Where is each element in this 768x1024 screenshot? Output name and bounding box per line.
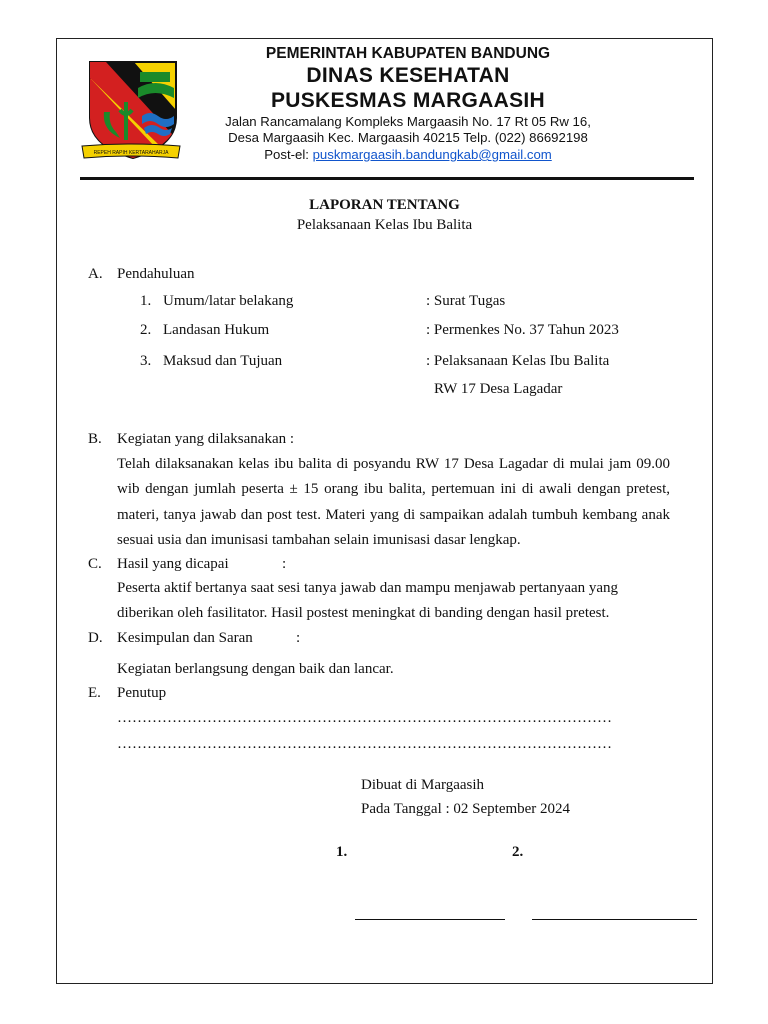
section-a-letter: A. (88, 266, 103, 282)
section-c-body: Peserta aktif bertanya saat sesi tanya jawab dan mampu menjawab pertanyaan yang diberikan oleh fasilitator. Hasil postest meningkat di banding dengan hasil pretest. (117, 580, 619, 622)
section-d-heading: Kesimpulan dan Saran (117, 630, 253, 646)
item-2-number: 2. (140, 322, 152, 338)
header-puskesmas: PUSKESMAS MARGAASIH (270, 89, 546, 112)
item-1-value: : Surat Tugas (426, 293, 506, 309)
header-agency: DINAS KESEHATAN (306, 64, 510, 87)
item-1-label: Umum/latar belakang (163, 293, 294, 309)
section-e-letter: E. (88, 685, 101, 701)
bandung-regency-emblem (80, 58, 182, 166)
item-2-label: Landasan Hukum (163, 322, 270, 338)
svg-text:REPEH RAPIH KERTARAHARJA: REPEH RAPIH KERTARAHARJA (93, 150, 169, 156)
section-d-letter: D. (88, 630, 103, 646)
section-e-dotted-line-2: ……………………………………………………………………………………… (117, 736, 612, 752)
signature-line-1 (355, 919, 505, 920)
header-divider-thick (80, 177, 694, 180)
section-c-heading: Hasil yang dicapai (117, 556, 229, 572)
header-address-line1: Jalan Rancamalang Kompleks Margaasih No. 17 Rt 05 Rw 16, (225, 114, 591, 129)
header-address-line2: Desa Margaasih Kec. Margaasih 40215 Telp. (022) 86692198 (228, 130, 588, 145)
report-subtitle: Pelaksanaan Kelas Ibu Balita (296, 217, 473, 233)
header-government: PEMERINTAH KABUPATEN BANDUNG (265, 45, 551, 62)
section-d-body: Kegiatan berlangsung dengan baik dan lancar. (117, 661, 394, 677)
email-link[interactable]: puskmargaasih.bandungkab@gmail.com (312, 147, 552, 162)
section-d-colon: : (296, 630, 301, 646)
signatory-1-number: 1. (336, 844, 348, 860)
item-2-value: : Permenkes No. 37 Tahun 2023 (426, 322, 619, 338)
section-c-letter: C. (88, 556, 102, 572)
closing-place: Dibuat di Margaasih (361, 777, 485, 793)
header-email-line (190, 147, 626, 163)
section-e-heading: Penutup (117, 685, 167, 701)
item-3-value-continuation: RW 17 Desa Lagadar (434, 381, 563, 397)
signatory-2-number: 2. (512, 844, 524, 860)
closing-date: Pada Tanggal : 02 September 2024 (361, 801, 571, 817)
item-3-number: 3. (140, 353, 152, 369)
signature-line-2 (532, 919, 697, 920)
section-b-heading: Kegiatan yang dilaksanakan : (117, 431, 295, 447)
section-e-dotted-line-1: ……………………………………………………………………………………… (117, 710, 612, 726)
item-1-number: 1. (140, 293, 152, 309)
item-3-value: : Pelaksanaan Kelas Ibu Balita (426, 353, 610, 369)
section-b-body: Telah dilaksanakan kelas ibu balita di posyandu RW 17 Desa Lagadar di mulai jam 09.00 wib dengan jumlah peserta ± 15 orang ibu balita, pertemuan ini di awali dengan pretest, materi, tanya jawab dan post test. Materi yang di sampaikan adalah tumbuh kembang anak sesuai usia dan imunisasi tambahan selain imunisasi dasar lengkap. (117, 456, 670, 548)
section-b-letter: B. (88, 431, 102, 447)
email-label: Post-el: (264, 147, 313, 162)
report-title: LAPORAN TENTANG (309, 197, 460, 213)
section-a-heading: Pendahuluan (117, 266, 195, 282)
item-3-label: Maksud dan Tujuan (163, 353, 283, 369)
section-c-colon: : (282, 556, 287, 572)
